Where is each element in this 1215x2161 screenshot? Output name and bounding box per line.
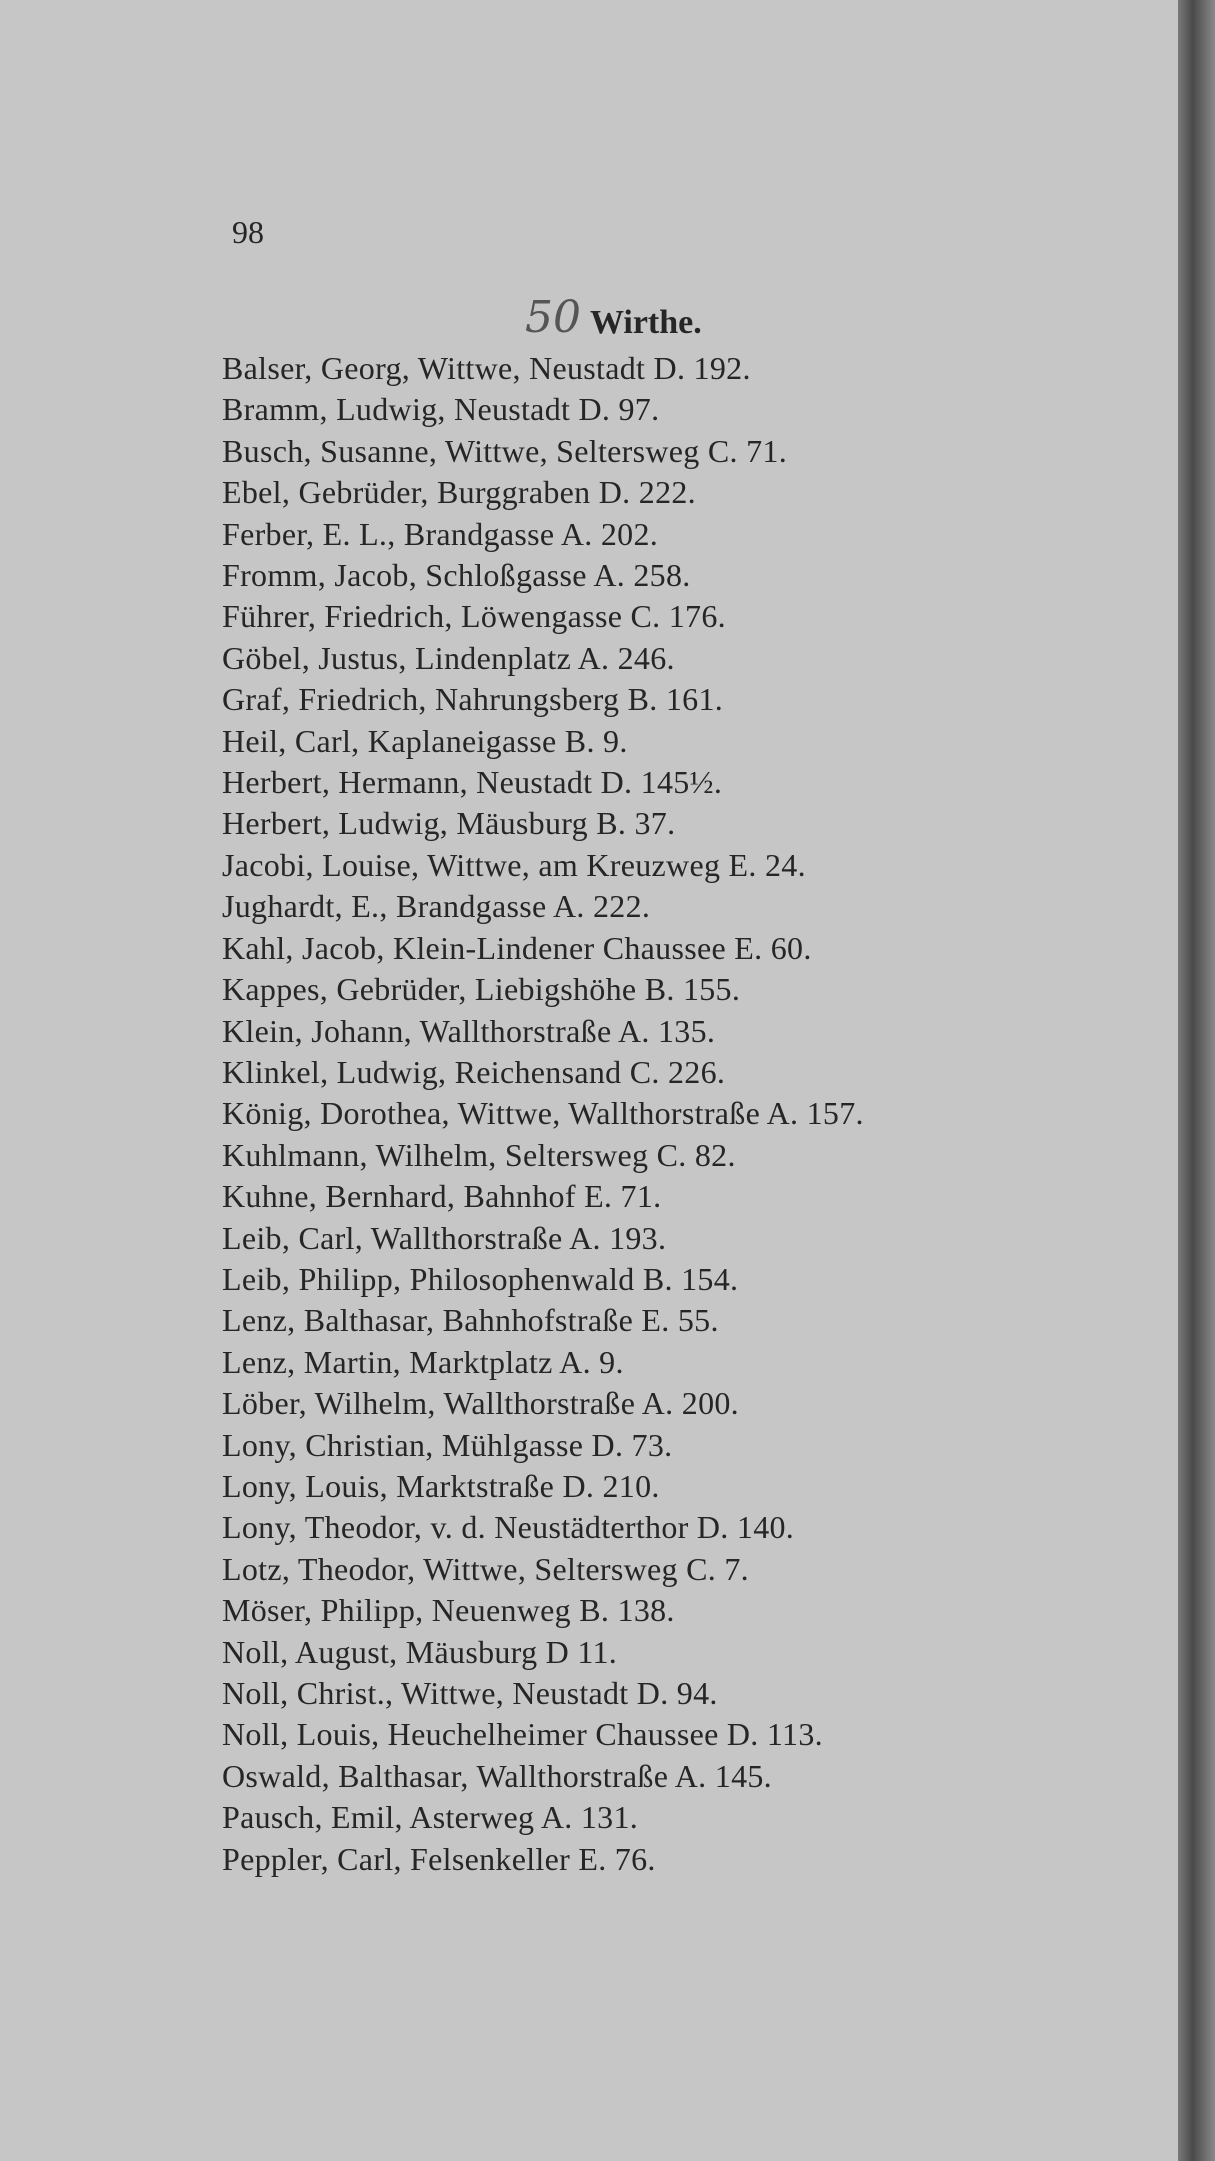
list-item: Herbert, Ludwig, Mäusburg B. 37. bbox=[222, 805, 676, 842]
list-item: Ferber, E. L., Brandgasse A. 202. bbox=[222, 515, 659, 552]
list-item: Führer, Friedrich, Löwengasse C. 176. bbox=[222, 598, 726, 635]
list-item: Jacobi, Louise, Wittwe, am Kreuzweg E. 24. bbox=[222, 846, 806, 883]
list-item: Fromm, Jacob, Schloßgasse A. 258. bbox=[222, 557, 691, 594]
page-number: 98 bbox=[232, 214, 264, 250]
section-heading: Wirthe. bbox=[590, 304, 702, 341]
list-item: Balser, Georg, Wittwe, Neustadt D. 192. bbox=[222, 350, 751, 386]
list-item: Noll, Louis, Heuchelheimer Chaussee D. 113. bbox=[222, 1716, 823, 1753]
list-item: Lony, Theodor, v. d. Neustädterthor D. 140. bbox=[222, 1509, 795, 1546]
entry-list bbox=[222, 348, 864, 1880]
list-item: Lenz, Balthasar, Bahnhofstraße E. 55. bbox=[222, 1302, 719, 1339]
list-item: Jughardt, E., Brandgasse A. 222. bbox=[222, 888, 651, 925]
list-item: Lenz, Martin, Marktplatz A. 9. bbox=[222, 1343, 624, 1380]
list-item: Klein, Johann, Wallthorstraße A. 135. bbox=[222, 1012, 716, 1049]
list-item: Lotz, Theodor, Wittwe, Seltersweg C. 7. bbox=[222, 1550, 749, 1587]
list-item: Noll, Christ., Wittwe, Neustadt D. 94. bbox=[222, 1675, 718, 1711]
list-item: Herbert, Hermann, Neustadt D. 145½. bbox=[222, 764, 723, 801]
list-item: Leib, Carl, Wallthorstraße A. 193. bbox=[222, 1219, 667, 1256]
list-item: Ebel, Gebrüder, Burggraben D. 222. bbox=[222, 474, 696, 511]
list-item: König, Dorothea, Wittwe, Wallthorstraße A. 157. bbox=[222, 1095, 864, 1132]
list-item: Noll, August, Mäusburg D 11. bbox=[222, 1633, 618, 1670]
handwritten-mark: 50 bbox=[525, 292, 581, 343]
list-item: Graf, Friedrich, Nahrungsberg B. 161. bbox=[222, 681, 724, 718]
list-item: Bramm, Ludwig, Neustadt D. 97. bbox=[222, 391, 660, 428]
list-item: Kuhne, Bernhard, Bahnhof E. 71. bbox=[222, 1178, 662, 1215]
list-item: Peppler, Carl, Felsenkeller E. 76. bbox=[222, 1840, 656, 1877]
list-item: Lony, Louis, Marktstraße D. 210. bbox=[222, 1467, 660, 1504]
list-item: Kahl, Jacob, Klein-Lindener Chaussee E. 60. bbox=[222, 929, 812, 966]
list-item: Möser, Philipp, Neuenweg B. 138. bbox=[222, 1592, 675, 1629]
list-item: Kappes, Gebrüder, Liebigshöhe B. 155. bbox=[222, 971, 741, 1008]
list-item: Busch, Susanne, Wittwe, Seltersweg C. 71. bbox=[222, 432, 788, 469]
list-item: Leib, Philipp, Philosophenwald B. 154. bbox=[222, 1260, 739, 1297]
list-item: Kuhlmann, Wilhelm, Seltersweg C. 82. bbox=[222, 1136, 736, 1173]
list-item: Göbel, Justus, Lindenplatz A. 246. bbox=[222, 639, 675, 676]
list-item: Löber, Wilhelm, Wallthorstraße A. 200. bbox=[222, 1385, 739, 1422]
book-edge bbox=[1178, 0, 1215, 2161]
list-item: Klinkel, Ludwig, Reichensand C. 226. bbox=[222, 1053, 726, 1090]
list-item: Lony, Christian, Mühlgasse D. 73. bbox=[222, 1426, 673, 1463]
list-item: Heil, Carl, Kaplaneigasse B. 9. bbox=[222, 722, 628, 759]
list-item: Oswald, Balthasar, Wallthorstraße A. 145. bbox=[222, 1757, 772, 1794]
list-item: Pausch, Emil, Asterweg A. 131. bbox=[222, 1799, 639, 1836]
